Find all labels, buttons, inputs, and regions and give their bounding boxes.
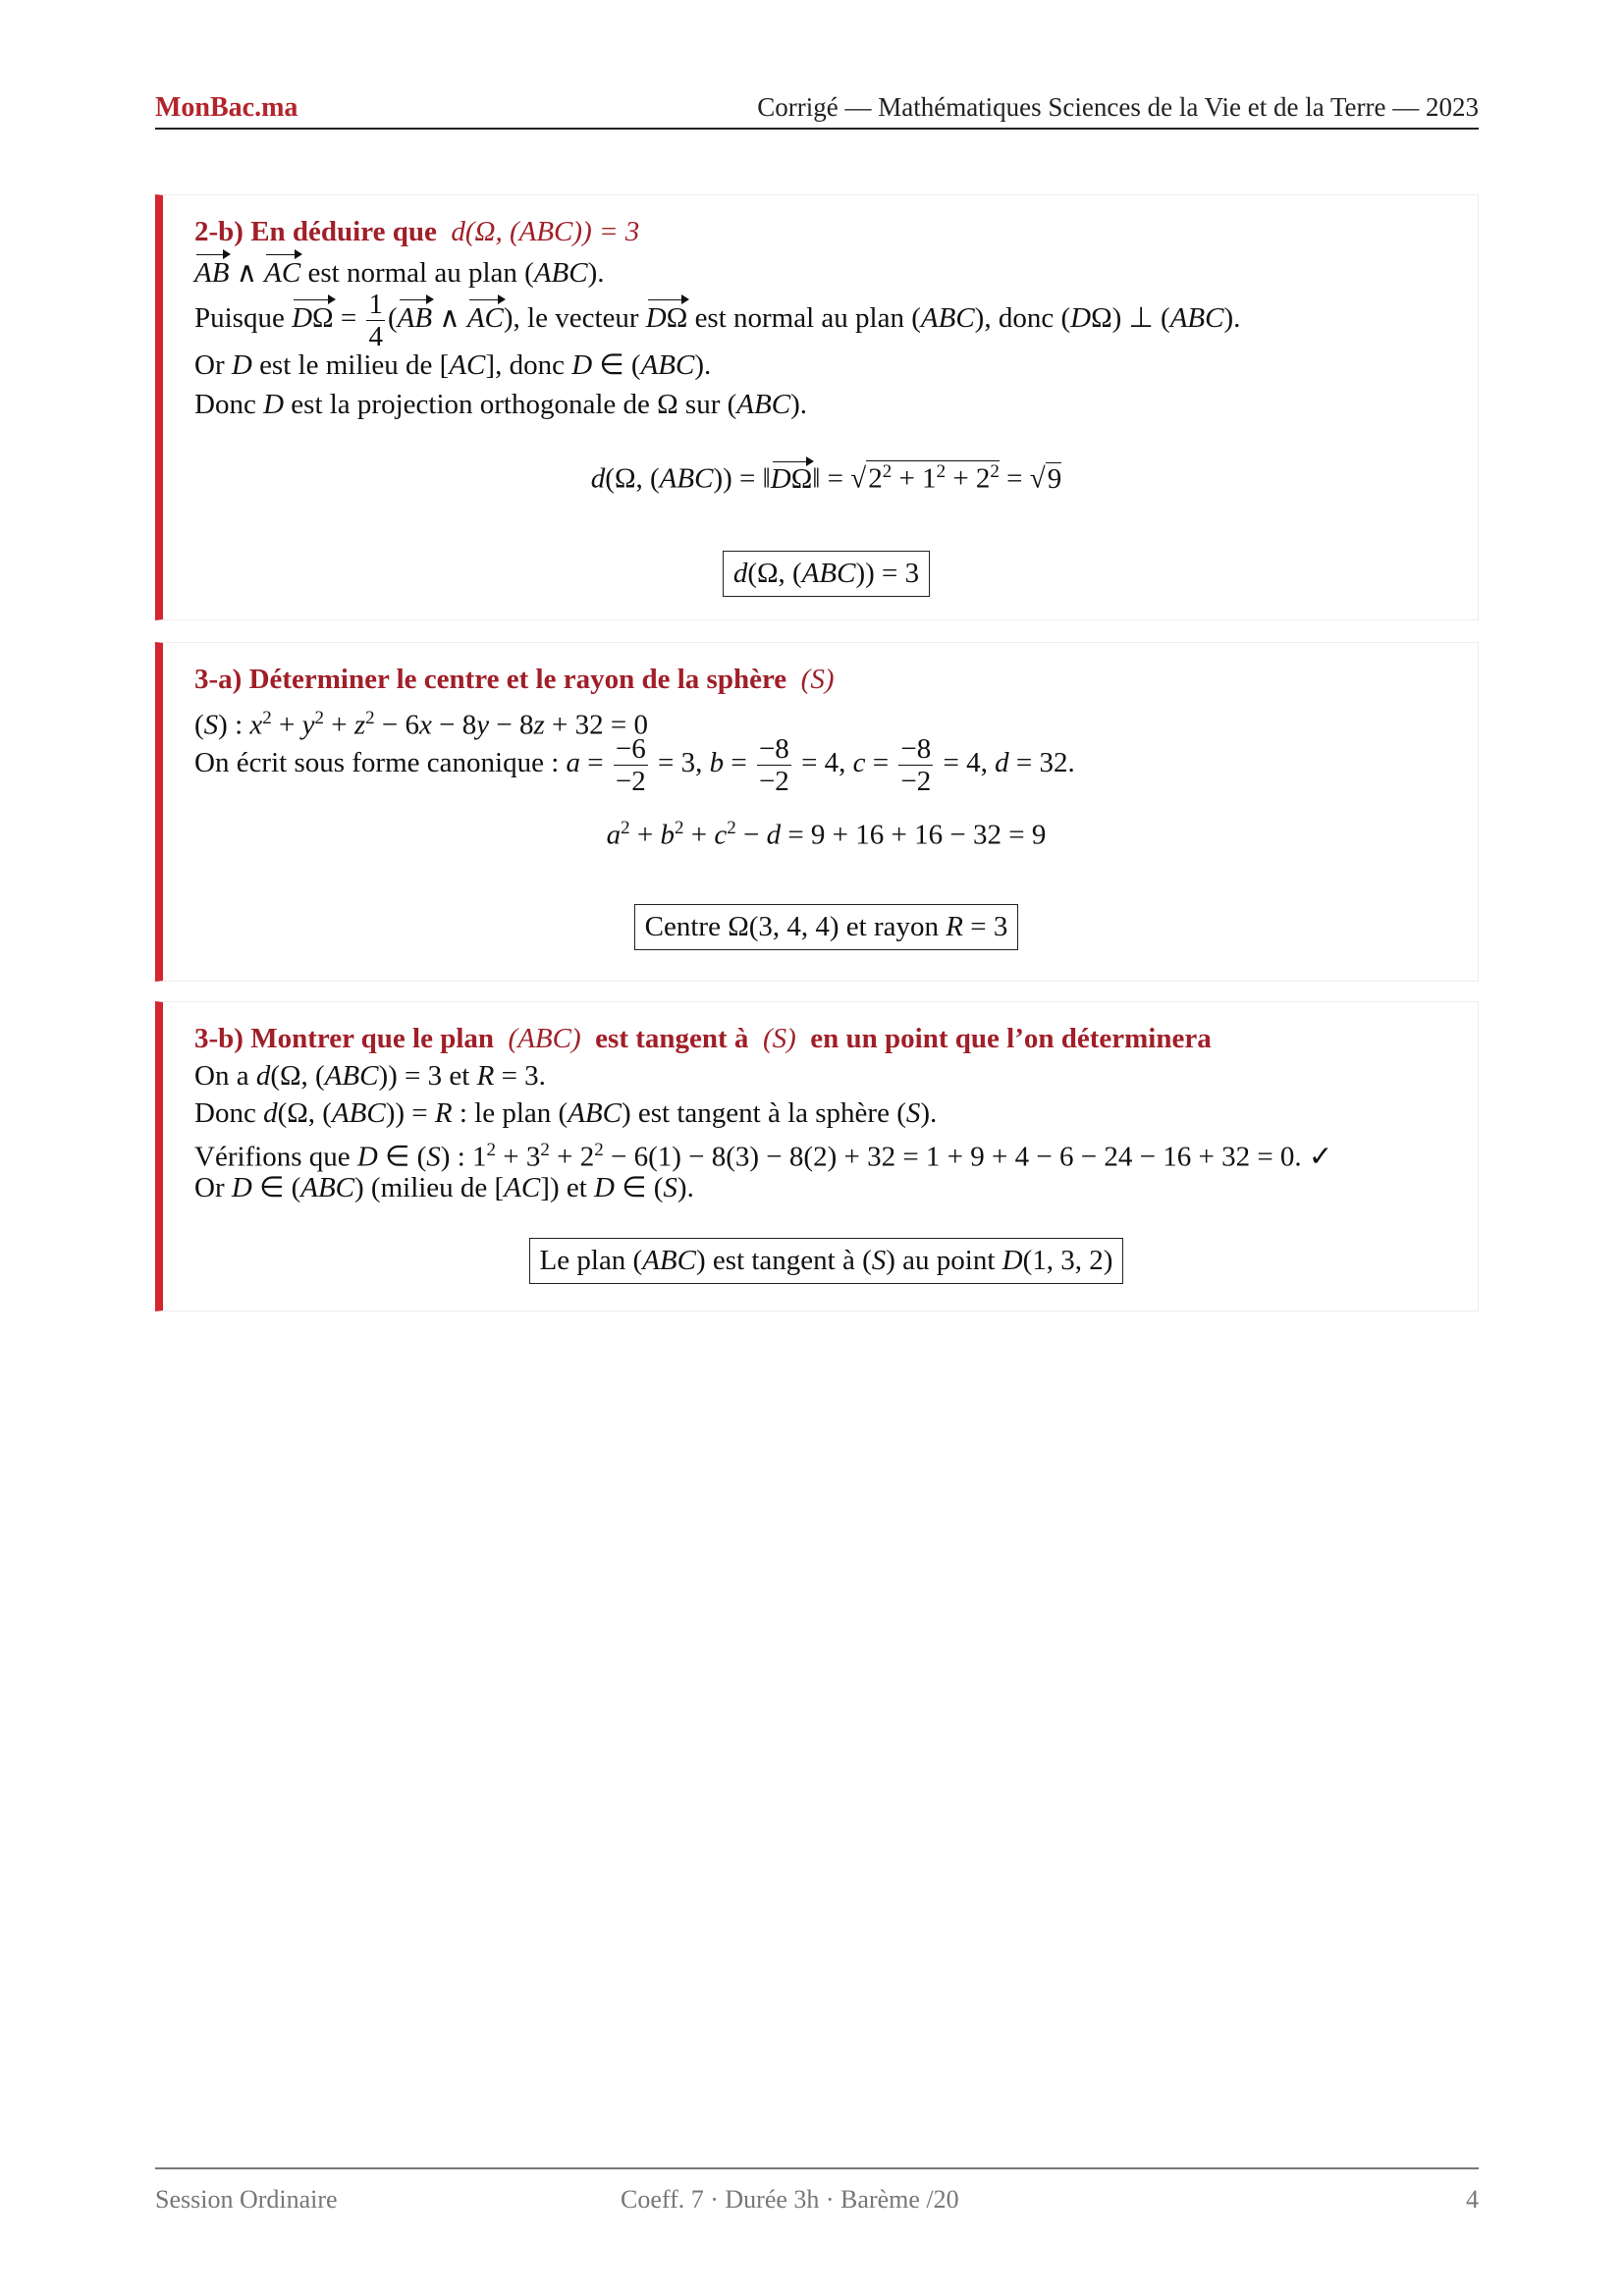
section-3b-card: [155, 1001, 1479, 1311]
section-3b-label-mid: est tangent à: [595, 1023, 749, 1054]
section-2b-display-equation: d(Ω, (ABC)) = ‖DΩ‖ = $√2^2 + 1^2 + 2^2 = √9$: [590, 461, 1062, 495]
footer-exam-info: Coeff. 7 · Durée 3h · Barème /20: [621, 2185, 959, 2214]
section-3b-label: 3-b) Montrer que le plan: [194, 1023, 495, 1054]
section-2b-title: [194, 215, 639, 248]
section-3a-line-1: (S) : $x^2 + y^2 + z^2 - 6x - 8y - 8z + 32 = 0$: [194, 708, 648, 741]
section-3b-line-2: Donc d(Ω, (ABC)) = R : le plan (ABC) est tangent à la sphère (S).: [194, 1097, 938, 1129]
section-2b-line-1: AB ∧ AC est normal au plan (ABC).: [194, 257, 605, 289]
section-2b-line-2: Puisque DΩ = $\frac{1}{4}$ (AB ∧ AC), le vecteur DΩ est normal au plan (ABC), donc (DΩ) ⊥ (ABC).: [194, 289, 1241, 352]
section-3b-line-4: Or D ∈ (ABC) (milieu de [AC]) et D ∈ (S).: [194, 1172, 694, 1203]
section-3a-title: [194, 663, 835, 696]
section-3a-display-equation: $a^2 + b^2 + c^2 - d = 9 + 16 + 16 - 32 = 9$: [606, 818, 1047, 851]
footer-page-number: 4: [1466, 2185, 1479, 2214]
section-2b-line-4: Donc D est la projection orthogonale de Ω sur (ABC).: [194, 389, 807, 420]
section-3b-line-1: On a d(Ω, (ABC)) = 3 et R = 3.: [194, 1060, 546, 1092]
section-2b-title-math: d(Ω, (ABC)) = 3: [451, 216, 640, 247]
section-2b-result: d(Ω, (ABC)) = 3: [194, 551, 1458, 597]
header-title: Corrigé — Mathématiques Sciences de la Vie et de la Terre — 2023: [757, 92, 1479, 122]
section-3a-title-math: (S): [793, 664, 835, 695]
section-3b-result: Le plan (ABC) est tangent à (S) au point D(1, 3, 2): [194, 1238, 1458, 1284]
section-2b-card: [155, 194, 1479, 620]
section-3b-label-end: en un point que l’on déterminera: [810, 1023, 1212, 1054]
section-3a-result: Centre Ω(3, 4, 4) et rayon R = 3: [194, 904, 1458, 950]
footer-session: Session Ordinaire: [155, 2185, 338, 2214]
section-2b-line-3: Or D est le milieu de [AC], donc D ∈ (ABC).: [194, 349, 712, 381]
section-3a-label: 3-a) Déterminer le centre et le rayon de la sphère: [194, 664, 787, 695]
section-3b-title: [194, 1022, 1212, 1055]
section-3a-line-2: On écrit sous forme canonique : a = $\frac{-6}{-2}$ = 3, b = $\frac{-8}{-2}$ = 4, c = $\frac{-8}{-2}$ = 4, d = 32.: [194, 733, 1075, 797]
brand-logo-text: MonBac.ma: [155, 92, 298, 123]
section-3b-line-3: Vérifions que D ∈ (S) : $1^2 + 3^2 + 2^2 - 6(1) - 8(3) - 8(2) + 32 = 1 + 9 + 4 - 6 - 24 - 16 + 32 = 0$. ✓: [194, 1140, 1333, 1173]
page-header: [155, 90, 1479, 130]
section-3b-title-math: (ABC): [501, 1023, 588, 1054]
section-3a-card: [155, 642, 1479, 982]
section-3b-title-math2: (S): [755, 1023, 804, 1054]
section-2b-label: 2-b) En déduire que: [194, 216, 437, 247]
page-footer: [155, 2167, 1479, 2214]
